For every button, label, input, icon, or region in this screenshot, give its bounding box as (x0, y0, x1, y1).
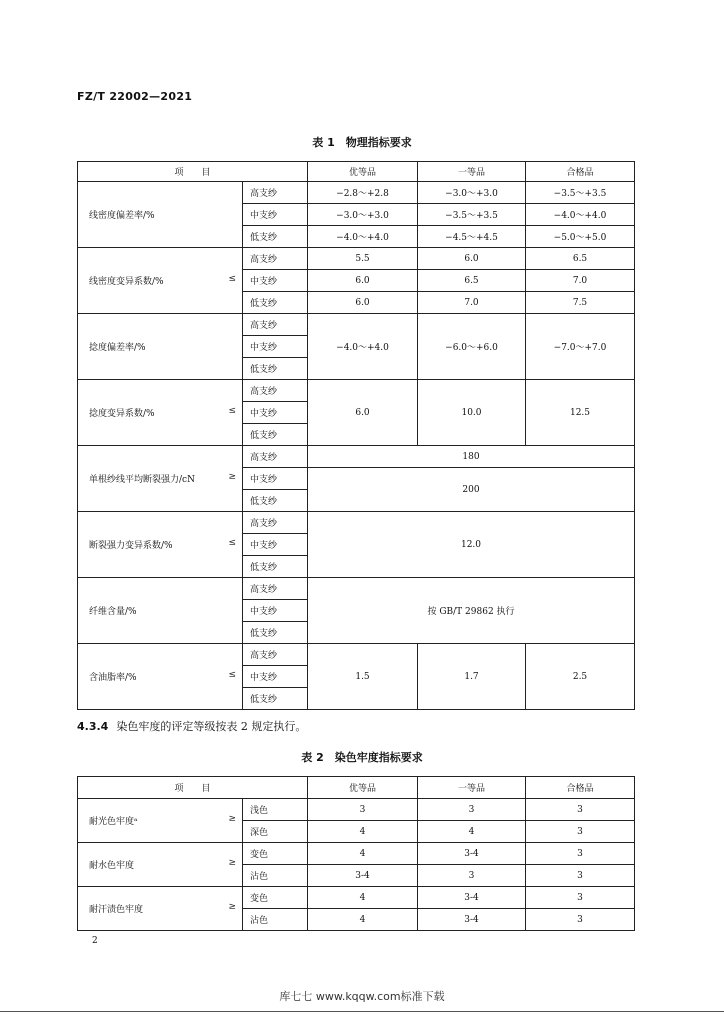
table-row (78, 182, 635, 204)
color-fastness-table (77, 776, 635, 931)
sub-label: 高支纱 (243, 578, 308, 600)
header-grade2: 一等品 (418, 777, 526, 799)
sub-label: 中支纱 (243, 270, 308, 292)
cell-value: −6.0～+6.0 (418, 314, 526, 380)
cell-value: 1.5 (308, 644, 418, 710)
sub-label: 中支纱 (243, 336, 308, 358)
sub-label: 变色 (243, 843, 308, 865)
cell-value: 3 (526, 887, 635, 909)
clause-4-3-4 (77, 718, 306, 734)
row-item: 捻度变异系数/% ≤ (78, 380, 243, 446)
cell-value: 6.0 (308, 270, 418, 292)
sub-label: 低支纱 (243, 226, 308, 248)
table-row (78, 887, 635, 909)
footer-divider (0, 1011, 724, 1012)
sub-label: 中支纱 (243, 468, 308, 490)
cell-value: −4.0～+4.0 (308, 226, 418, 248)
row-item: 线密度偏差率/% (78, 182, 243, 248)
table-row (78, 644, 635, 666)
table-row (78, 380, 635, 402)
cell-value: 4 (308, 887, 418, 909)
cell-value: −3.0～+3.0 (308, 204, 418, 226)
cell-value: 3-4 (418, 843, 526, 865)
cell-value: 6.0 (308, 292, 418, 314)
cell-value: 6.0 (418, 248, 526, 270)
sub-label: 中支纱 (243, 600, 308, 622)
table-row (78, 248, 635, 270)
cell-value: 3 (418, 799, 526, 821)
cell-value: 200 (308, 468, 635, 512)
sub-label: 低支纱 (243, 490, 308, 512)
cell-value: −4.5～+4.5 (418, 226, 526, 248)
sub-label: 高支纱 (243, 314, 308, 336)
table-row (78, 578, 635, 600)
sub-label: 变色 (243, 887, 308, 909)
cell-value: 7.0 (526, 270, 635, 292)
physical-indicators-table (77, 161, 635, 710)
cell-value: 2.5 (526, 644, 635, 710)
cell-value: −4.0～+4.0 (308, 314, 418, 380)
cell-value: 3 (526, 821, 635, 843)
cell-value: 3 (308, 799, 418, 821)
cell-value: 3-4 (308, 865, 418, 887)
cell-value: 3 (526, 799, 635, 821)
row-item: 线密度变异系数/% ≤ (78, 248, 243, 314)
sub-label: 低支纱 (243, 358, 308, 380)
table-row (78, 446, 635, 468)
cell-value: 6.0 (308, 380, 418, 446)
cell-value: 3-4 (418, 887, 526, 909)
cell-value: 12.0 (308, 512, 635, 578)
cell-value: −4.0～+4.0 (526, 204, 635, 226)
sub-label: 高支纱 (243, 446, 308, 468)
table-row (78, 843, 635, 865)
cell-value: 7.5 (526, 292, 635, 314)
page-number: 2 (92, 936, 98, 946)
standard-id: FZ/T 22002—2021 (77, 90, 193, 103)
header-grade1: 优等品 (308, 777, 418, 799)
sub-label: 低支纱 (243, 622, 308, 644)
cell-value: 4 (308, 843, 418, 865)
sub-label: 高支纱 (243, 644, 308, 666)
cell-value: 3 (526, 865, 635, 887)
sub-label: 中支纱 (243, 204, 308, 226)
row-item: 纤维含量/% (78, 578, 243, 644)
cell-value: −3.0～+3.0 (418, 182, 526, 204)
clause-number: 4.3.4 (77, 720, 109, 733)
row-item: 耐光色牢度ᵃ ≥ (78, 799, 243, 843)
sub-label: 低支纱 (243, 292, 308, 314)
cell-value: 180 (308, 446, 635, 468)
header-grade3: 合格品 (526, 777, 635, 799)
cell-value: 6.5 (418, 270, 526, 292)
sub-label: 中支纱 (243, 534, 308, 556)
table-row (78, 314, 635, 336)
header-grade2: 一等品 (418, 162, 526, 182)
cell-value: −3.5～+3.5 (418, 204, 526, 226)
clause-text: 染色牢度的评定等级按表 2 规定执行。 (116, 720, 307, 733)
sub-label: 高支纱 (243, 512, 308, 534)
cell-value: 按 GB/T 29862 执行 (308, 578, 635, 644)
row-item: 含油脂率/% ≤ (78, 644, 243, 710)
cell-value: −7.0～+7.0 (526, 314, 635, 380)
table1-caption: 表 1 物理指标要求 (312, 136, 412, 149)
row-item: 捻度偏差率/% (78, 314, 243, 380)
sub-label: 低支纱 (243, 424, 308, 446)
cell-value: 3 (418, 865, 526, 887)
cell-value: 6.5 (526, 248, 635, 270)
header-item: 项 目 (78, 777, 308, 799)
header-grade1: 优等品 (308, 162, 418, 182)
row-item: 单根纱线平均断裂强力/cN ≥ (78, 446, 243, 512)
cell-value: 4 (418, 821, 526, 843)
table2-caption: 表 2 染色牢度指标要求 (301, 751, 423, 764)
table-row (78, 799, 635, 821)
sub-label: 沾色 (243, 865, 308, 887)
sub-label: 低支纱 (243, 556, 308, 578)
table-row (78, 512, 635, 534)
cell-value: 3 (526, 909, 635, 931)
cell-value: 3-4 (418, 909, 526, 931)
cell-value: 1.7 (418, 644, 526, 710)
header-item: 项 目 (78, 162, 308, 182)
cell-value: 10.0 (418, 380, 526, 446)
cell-value: 5.5 (308, 248, 418, 270)
cell-value: 4 (308, 909, 418, 931)
sub-label: 高支纱 (243, 248, 308, 270)
sub-label: 低支纱 (243, 688, 308, 710)
sub-label: 中支纱 (243, 666, 308, 688)
cell-value: 12.5 (526, 380, 635, 446)
row-item: 断裂强力变异系数/% ≤ (78, 512, 243, 578)
sub-label: 浅色 (243, 799, 308, 821)
sub-label: 深色 (243, 821, 308, 843)
header-grade3: 合格品 (526, 162, 635, 182)
cell-value: −3.5～+3.5 (526, 182, 635, 204)
sub-label: 高支纱 (243, 380, 308, 402)
cell-value: 7.0 (418, 292, 526, 314)
sub-label: 中支纱 (243, 402, 308, 424)
sub-label: 沾色 (243, 909, 308, 931)
cell-value: 4 (308, 821, 418, 843)
row-item: 耐水色牢度 ≥ (78, 843, 243, 887)
cell-value: −5.0～+5.0 (526, 226, 635, 248)
row-item: 耐汗渍色牢度 ≥ (78, 887, 243, 931)
cell-value: −2.8～+2.8 (308, 182, 418, 204)
cell-value: 3 (526, 843, 635, 865)
footer-watermark[interactable]: 库七七 www.kqqw.com标准下载 (279, 990, 445, 1003)
sub-label: 高支纱 (243, 182, 308, 204)
